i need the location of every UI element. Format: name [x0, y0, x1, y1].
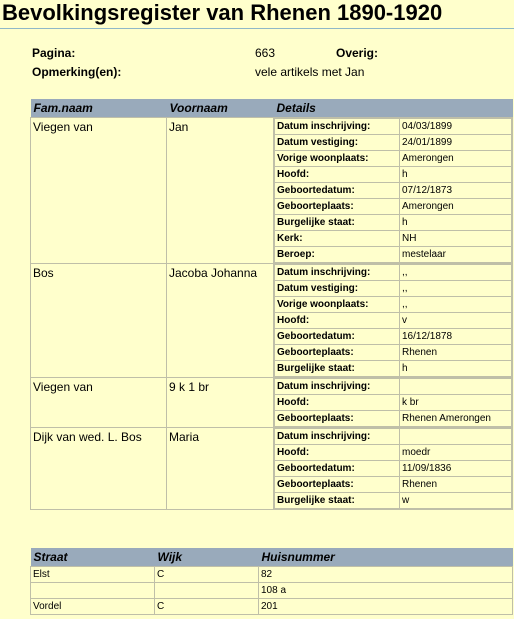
detail-label: Burgelijke staat: [275, 361, 400, 377]
straat-cell [31, 583, 155, 599]
detail-row [275, 265, 512, 281]
detail-row [275, 429, 512, 445]
detail-row [275, 493, 512, 509]
detail-row [275, 167, 512, 183]
detail-value: mestelaar [400, 247, 512, 263]
details-cell [274, 118, 513, 264]
detail-value: v [400, 313, 512, 329]
detail-label: Hoofd: [275, 445, 400, 461]
detail-label: Datum inschrijving: [275, 429, 400, 445]
detail-value: k br [400, 395, 512, 411]
opmerking-label: Opmerking(en): [32, 65, 122, 79]
pagina-label: Pagina: [32, 46, 76, 60]
details-table [274, 428, 512, 509]
details-cell [274, 378, 513, 428]
title-divider [0, 28, 514, 29]
header-details: Details [274, 99, 513, 118]
detail-row [275, 151, 512, 167]
detail-value: h [400, 361, 512, 377]
persons-header-row [31, 99, 513, 118]
detail-label: Datum vestiging: [275, 281, 400, 297]
voornaam-cell: Maria [167, 428, 274, 510]
detail-value: 07/12/1873 [400, 183, 512, 199]
detail-value: ,, [400, 281, 512, 297]
address-row [31, 567, 513, 583]
detail-value: Rhenen [400, 477, 512, 493]
detail-value [400, 429, 512, 445]
detail-label: Geboorteplaats: [275, 477, 400, 493]
voornaam-cell: 9 k 1 br [167, 378, 274, 428]
detail-value: w [400, 493, 512, 509]
wijk-cell: C [155, 599, 259, 615]
famnaam-cell: Viegen van [31, 378, 167, 428]
detail-label: Vorige woonplaats: [275, 151, 400, 167]
person-row [31, 428, 513, 510]
detail-label: Geboorteplaats: [275, 345, 400, 361]
famnaam-cell: Bos [31, 264, 167, 378]
detail-value: 04/03/1899 [400, 119, 512, 135]
detail-value: h [400, 167, 512, 183]
person-row [31, 118, 513, 264]
detail-label: Datum inschrijving: [275, 379, 400, 395]
straat-cell: Vordel [31, 599, 155, 615]
detail-row [275, 199, 512, 215]
detail-label: Geboortedatum: [275, 183, 400, 199]
details-cell [274, 428, 513, 510]
detail-row [275, 313, 512, 329]
overig-label: Overig: [336, 46, 379, 60]
details-table [274, 264, 512, 377]
detail-label: Burgelijke staat: [275, 493, 400, 509]
detail-label: Vorige woonplaats: [275, 297, 400, 313]
detail-label: Beroep: [275, 247, 400, 263]
address-table [30, 548, 513, 615]
detail-row [275, 231, 512, 247]
detail-value: Rhenen Amerongen [400, 411, 512, 427]
pagina-value: 663 [255, 46, 276, 60]
header-voornaam: Voornaam [167, 99, 274, 118]
straat-cell: Elst [31, 567, 155, 583]
detail-label: Hoofd: [275, 395, 400, 411]
detail-label: Geboorteplaats: [275, 411, 400, 427]
detail-row [275, 135, 512, 151]
detail-row [275, 329, 512, 345]
detail-label: Geboorteplaats: [275, 199, 400, 215]
person-row [31, 264, 513, 378]
huisnummer-cell: 108 a [259, 583, 513, 599]
opmerking-value: vele artikels met Jan [255, 65, 365, 79]
famnaam-cell: Dijk van wed. L. Bos [31, 428, 167, 510]
voornaam-cell: Jacoba Johanna [167, 264, 274, 378]
person-row [31, 378, 513, 428]
detail-value: moedr [400, 445, 512, 461]
detail-row [275, 119, 512, 135]
detail-value [400, 379, 512, 395]
detail-row [275, 445, 512, 461]
wijk-cell [155, 583, 259, 599]
detail-value: ,, [400, 297, 512, 313]
persons-table [30, 99, 513, 510]
detail-label: Hoofd: [275, 167, 400, 183]
address-row [31, 599, 513, 615]
huisnummer-cell: 201 [259, 599, 513, 615]
detail-value: 16/12/1878 [400, 329, 512, 345]
details-cell [274, 264, 513, 378]
detail-row [275, 379, 512, 395]
detail-row [275, 247, 512, 263]
detail-row [275, 297, 512, 313]
detail-value: h [400, 215, 512, 231]
detail-value: Rhenen [400, 345, 512, 361]
huisnummer-cell: 82 [259, 567, 513, 583]
detail-label: Geboortedatum: [275, 461, 400, 477]
detail-label: Hoofd: [275, 313, 400, 329]
detail-row [275, 183, 512, 199]
detail-label: Datum inschrijving: [275, 119, 400, 135]
detail-label: Datum inschrijving: [275, 265, 400, 281]
detail-label: Kerk: [275, 231, 400, 247]
detail-value: Amerongen [400, 199, 512, 215]
address-row [31, 583, 513, 599]
details-table [274, 118, 512, 263]
detail-value: ,, [400, 265, 512, 281]
detail-value: 24/01/1899 [400, 135, 512, 151]
detail-row [275, 395, 512, 411]
header-straat: Straat [31, 548, 155, 567]
famnaam-cell: Viegen van [31, 118, 167, 264]
voornaam-cell: Jan [167, 118, 274, 264]
detail-value: NH [400, 231, 512, 247]
wijk-cell: C [155, 567, 259, 583]
detail-label: Burgelijke staat: [275, 215, 400, 231]
header-huisnummer: Huisnummer [259, 548, 513, 567]
detail-row [275, 361, 512, 377]
detail-row [275, 477, 512, 493]
detail-row [275, 215, 512, 231]
detail-label: Datum vestiging: [275, 135, 400, 151]
detail-row [275, 411, 512, 427]
detail-value: 11/09/1836 [400, 461, 512, 477]
header-wijk: Wijk [155, 548, 259, 567]
detail-row [275, 345, 512, 361]
address-header-row [31, 548, 513, 567]
detail-label: Geboortedatum: [275, 329, 400, 345]
details-table [274, 378, 512, 427]
page-title: Bevolkingsregister van Rhenen 1890-1920 [2, 0, 443, 25]
detail-row [275, 281, 512, 297]
detail-value: Amerongen [400, 151, 512, 167]
detail-row [275, 461, 512, 477]
header-famnaam: Fam.naam [31, 99, 167, 118]
